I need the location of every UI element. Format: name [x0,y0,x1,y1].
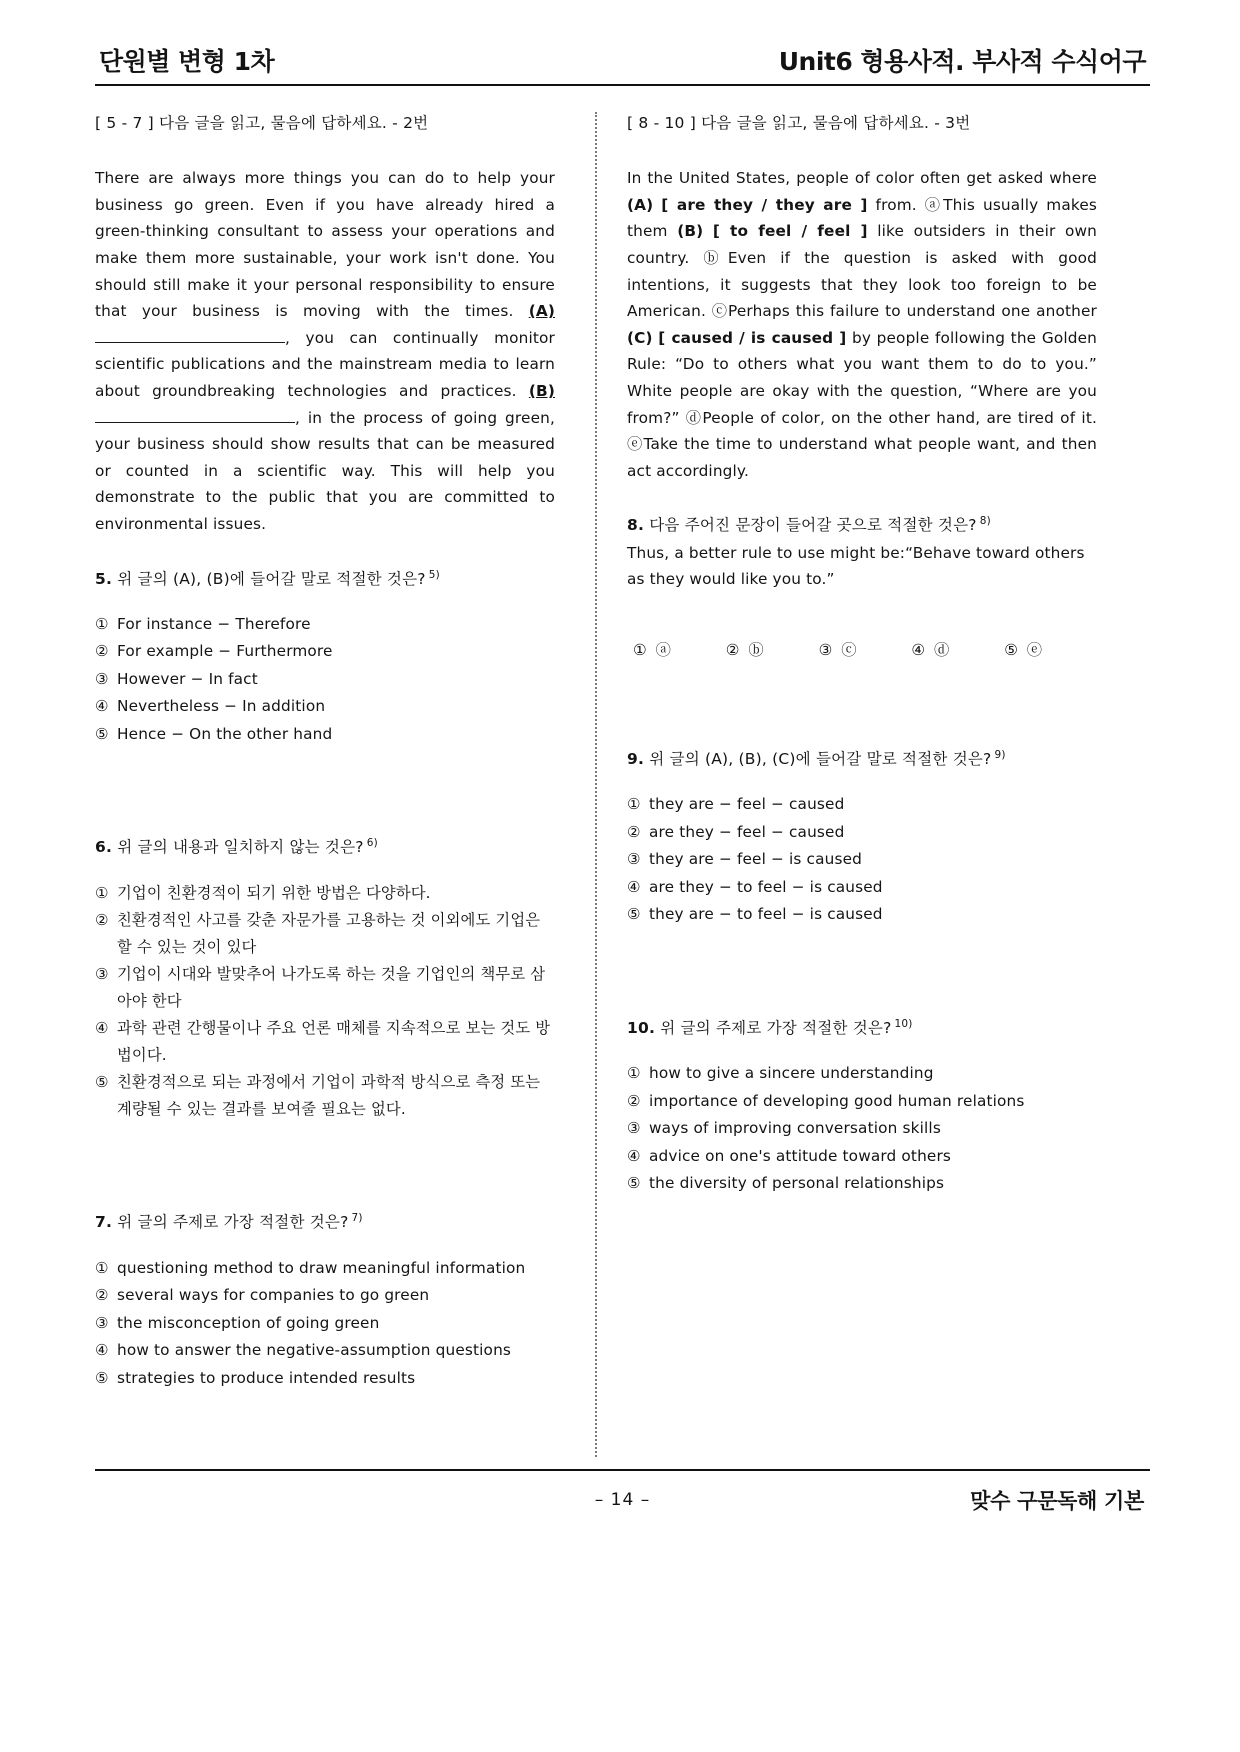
option-item[interactable] [627,1088,1097,1115]
option-text: ⓓ [933,640,952,659]
option-item[interactable] [627,819,1097,846]
question-8-given-sentence: Thus, a better rule to use might be:“Behave toward others as they would like you to.” [627,543,1085,588]
option-item[interactable] [627,791,1097,818]
option-text: strategies to produce intended results [117,1368,416,1387]
option-marker: ③ [627,1119,641,1138]
question-5-number: 5. [95,569,113,588]
option-item[interactable] [95,1310,555,1337]
option-text: ⓐ [655,640,673,659]
option-marker: ② [725,640,742,659]
option-text: are they − feel − caused [649,822,845,841]
option-item[interactable] [819,638,912,660]
spacer [95,1123,555,1181]
option-item[interactable] [95,907,555,960]
question-7-stem [95,1211,555,1234]
choice-a-label: (A) [627,195,654,214]
option-item[interactable] [95,1015,555,1068]
option-text: 친환경적인 사고를 갖춘 자문가를 고용하는 것 이외에도 기업은 할 수 있는 것이 있다 [117,911,541,956]
option-text: are they − to feel − is caused [649,877,883,896]
option-item[interactable] [95,638,555,665]
option-item[interactable] [726,638,819,660]
right-directive: [ 8 - 10 ] 다음 글을 읽고, 물음에 답하세요. - 3번 [627,114,971,132]
option-text: 기업이 시대와 발맞추어 나가도록 하는 것을 기업인의 책무로 삼아야 한다 [117,965,546,1010]
option-text: how to answer the negative-assumption questions [117,1341,512,1360]
question-10-text: 위 글의 주제로 가장 적절한 것은? [660,1018,892,1037]
option-item[interactable] [95,1255,555,1282]
option-item[interactable] [627,1060,1097,1087]
option-item[interactable] [627,874,1097,901]
option-text: ways of improving conversation skills [649,1119,941,1138]
option-text: they are − feel − is caused [649,850,863,869]
question-10-number: 10. [627,1018,656,1037]
option-marker: ⑤ [1004,640,1020,659]
choice-c-options: [ caused / is caused ] [658,328,847,347]
right-passage-s2: from. ⓐThis usually makes them [627,195,1097,241]
spacer [627,660,1097,718]
question-6-text: 위 글의 내용과 일치하지 않는 것은? [117,838,364,857]
option-text: For instance − Therefore [117,614,311,633]
question-8-stem [627,514,1097,591]
blank-a-line [95,342,285,343]
column-divider [595,112,597,1457]
option-marker: ③ [95,1313,109,1332]
option-marker: ② [627,822,641,841]
option-marker: ① [95,883,109,902]
option-text: 기업이 친환경적이 되기 위한 방법은 다양하다. [117,883,431,902]
option-item[interactable] [627,1143,1097,1170]
question-8-footnote: 8) [979,515,991,528]
option-item[interactable] [95,1365,555,1392]
question-5-options [95,611,555,748]
left-passage-part1: There are always more things you can do to help your business go green. Even if you have already hired a green-thinking consultant to assess your operations and make them more sustainable, your work isn't done. You should still make it your personal responsibility to ensure that your business is moving with the times. [95,169,555,321]
option-item[interactable] [627,1115,1097,1142]
left-column [95,112,573,1457]
option-marker: ④ [911,640,928,659]
left-passage-part3: , in the process of going green, your business should show results that can be measured or counted in a scientific way. This will help you demonstrate to the public that you are committed to environmental issues. [95,408,555,533]
question-9-footnote: 9) [994,748,1006,761]
question-8-number: 8. [627,516,645,535]
question-10-options [627,1060,1097,1197]
option-marker: ④ [95,697,109,716]
option-marker: ② [95,911,109,930]
option-text: ⓒ [841,640,859,659]
option-marker: ② [95,1286,109,1305]
option-marker: ⑤ [95,1368,109,1387]
option-marker: ① [627,1064,641,1083]
option-marker: ① [95,1258,109,1277]
question-5-text: 위 글의 (A), (B)에 들어갈 말로 적절한 것은? [117,569,426,588]
option-item[interactable] [911,638,1004,660]
option-marker: ⑤ [627,1174,641,1193]
option-item[interactable] [95,880,555,907]
option-marker: ① [95,614,109,633]
question-7-number: 7. [95,1213,113,1232]
option-text: the diversity of personal relationships [649,1174,945,1193]
header-divider-rule [95,84,1150,86]
question-9-number: 9. [627,749,645,768]
option-item[interactable] [633,638,726,660]
right-passage-s4: by people following the Golden Rule: “Do to others what you want them to do to you.” White people are okay with the question, “Where are you from?” ⓓPeople of color, on the other hand, are tired of it. ⓔTake the time to understand what people want, and then act accordingly. [627,328,1098,480]
question-8-options [627,638,1097,660]
spacer [95,748,555,806]
right-passage [627,165,1097,484]
choice-b-label: (B) [677,222,704,241]
option-marker: ⑤ [95,1073,109,1092]
question-10-footnote: 10) [894,1017,913,1030]
question-10-stem [627,1017,1097,1040]
spacer [627,612,1097,634]
option-marker: ② [627,1091,641,1110]
option-text: However − In fact [117,669,258,688]
option-text: how to give a sincere understanding [649,1064,934,1083]
option-marker: ④ [627,877,641,896]
spacer [627,929,1097,987]
option-text: 과학 관련 간행물이나 주요 언론 매체를 지속적으로 보는 것도 방법이다. [117,1019,551,1064]
option-marker: ③ [95,669,109,688]
option-item[interactable] [95,693,555,720]
option-item[interactable] [627,901,1097,928]
option-text: Hence − On the other hand [117,724,333,743]
option-marker: ⑤ [95,724,109,743]
choice-c-label: (C) [627,328,653,347]
option-text: ⓑ [748,640,766,659]
option-text: they are − to feel − is caused [649,905,883,924]
right-passage-s1: In the United States, people of color often get asked where [627,169,1097,188]
left-directive: [ 5 - 7 ] 다음 글을 읽고, 물음에 답하세요. - 2번 [95,114,429,132]
question-5-footnote: 5) [428,568,440,581]
option-item[interactable] [95,1069,555,1122]
left-passage [95,165,555,537]
option-item[interactable] [95,721,555,748]
page-number: – 14 – [594,1490,651,1510]
question-6-options [95,880,555,1123]
blank-b-line [95,422,295,423]
question-6-number: 6. [95,838,113,857]
option-marker: ① [627,795,641,814]
option-item[interactable] [95,1337,555,1364]
question-7-options [95,1255,555,1392]
page-footer [95,1471,1150,1515]
footer-brand: 맞수 구문독해 기본 [970,1489,1144,1513]
choice-b-options: [ to feel / feel ] [712,222,868,241]
question-7-text: 위 글의 주제로 가장 적절한 것은? [117,1213,349,1232]
option-text: For example − Furthermore [117,642,333,661]
question-5-stem [95,568,555,591]
option-marker: ① [633,640,649,659]
option-text: ⓔ [1026,640,1045,659]
two-column-body [95,112,1150,1457]
option-text: importance of developing good human relations [649,1091,1025,1110]
option-item[interactable] [627,846,1097,873]
option-item[interactable] [95,666,555,693]
option-text: several ways for companies to go green [117,1286,430,1305]
option-text: 친환경적으로 되는 과정에서 기업이 과학적 방식으로 측정 또는 계량될 수 있는 결과를 보여줄 필요는 없다. [117,1073,541,1118]
option-marker: ③ [818,640,835,659]
option-marker: ② [95,642,109,661]
option-marker: ④ [95,1341,109,1360]
option-marker: ⑤ [627,905,641,924]
question-7-footnote: 7) [351,1212,363,1225]
option-item[interactable] [95,611,555,638]
option-marker: ③ [95,965,109,984]
blank-a-label: (A) [528,302,555,321]
option-text: questioning method to draw meaningful information [117,1258,526,1277]
choice-a-options: [ are they / they are ] [661,195,868,214]
option-item[interactable] [95,1282,555,1309]
option-marker: ③ [627,850,641,869]
option-item[interactable] [1004,638,1097,660]
question-9-text: 위 글의 (A), (B), (C)에 들어갈 말로 적절한 것은? [649,749,992,768]
header-right-title: Unit6 형용사적. 부사적 수식어구 [778,47,1146,76]
option-item[interactable] [627,1170,1097,1197]
question-6-footnote: 6) [366,837,378,850]
left-passage-part2: , you can continually monitor scientific publications and the mainstream media to learn about groundbreaking technologies and practices. [95,328,555,400]
option-text: Nevertheless − In addition [117,697,326,716]
option-marker: ④ [95,1019,109,1038]
header-left-title: 단원별 변형 1차 [99,47,275,76]
blank-b-label: (B) [528,382,555,400]
option-item[interactable] [95,961,555,1014]
option-text: they are − feel − caused [649,795,845,814]
right-column [619,112,1097,1457]
right-passage-s3: like outsiders in their own country. ⓑEven if the question is asked with good intentions, it suggests that they look too foreign to be American. ⓒPerhaps this failure to understand one another [627,222,1098,321]
question-9-options [627,791,1097,928]
question-8-text: 다음 주어진 문장이 들어갈 곳으로 적절한 것은? [649,516,977,535]
page-header [95,42,1150,84]
question-6-stem [95,836,555,859]
option-text: advice on one's attitude toward others [649,1146,952,1165]
option-text: the misconception of going green [117,1313,380,1332]
question-9-stem [627,748,1097,771]
option-marker: ④ [627,1146,641,1165]
